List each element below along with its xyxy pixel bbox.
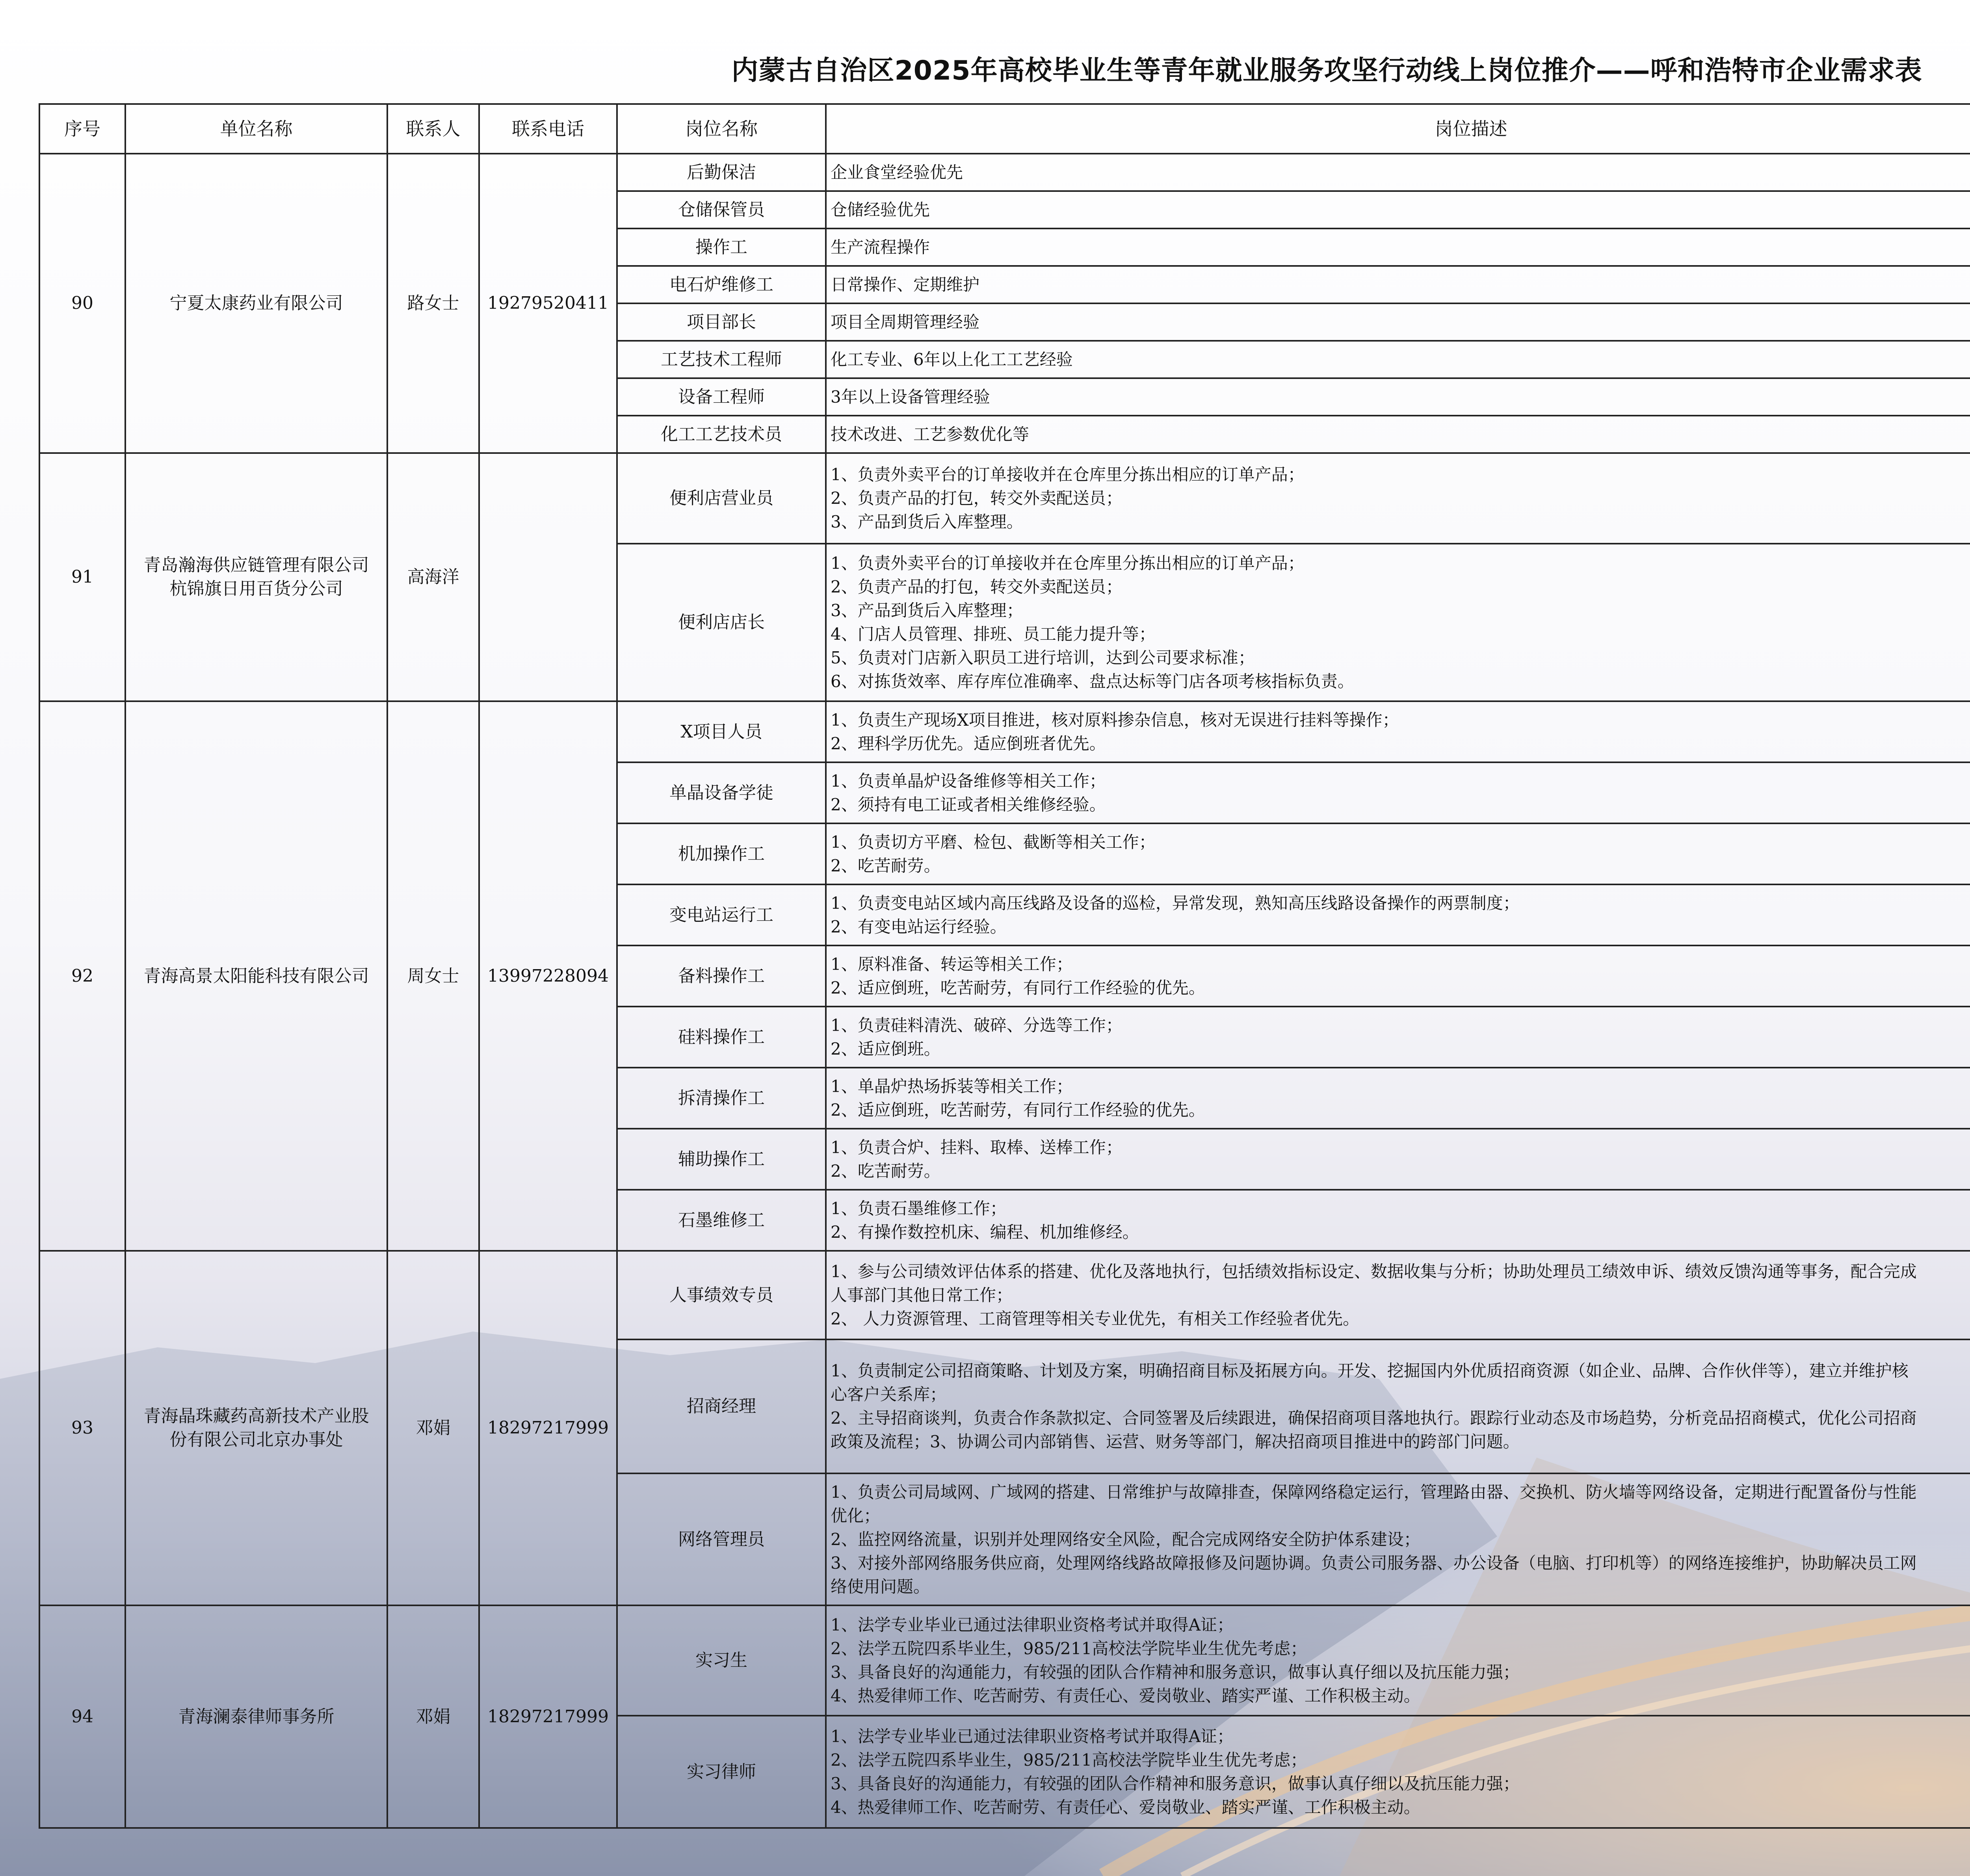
cell-position: 操作工 [617,228,826,266]
cell-description [826,544,1970,701]
cell-company [125,453,387,701]
description-line: 2、监控网络流量，识别并处理网络安全风险，配合完成网络安全防护体系建设； [831,1529,1420,1549]
cell-description [826,884,1970,945]
header-contact: 联系人 [387,104,479,154]
description-line: 3、对接外部网络服务供应商，处理网络线路故障报修及问题协调。负责公司服务器、办公设备（电脑、打印机等）的网络连接维护，协助解决员工网 [831,1553,1917,1573]
description-line: 技术改进、工艺参数优化等 [831,424,1030,444]
cell-company [125,1251,387,1605]
cell-position: 拆清操作工 [617,1068,826,1129]
cell-position: 网络管理员 [617,1473,826,1605]
description-line: 2、 人力资源管理、工商管理等相关专业优先，有相关工作经验者优先。 [831,1309,1360,1328]
cell-description [826,1605,1970,1716]
description-line: 4、门店人员管理、排班、员工能力提升等； [831,624,1156,644]
cell-description [826,266,1970,303]
description-line: 2、主导招商谈判，负责合作条款拟定、合同签署及后续跟进，确保招商项目落地执行。跟踪行业动态及市场趋势，分析竞品招商模式，优化公司招商 [831,1408,1917,1428]
cell-position: 设备工程师 [617,378,826,416]
description-line: 1、负责硅料清洗、破碎、分选等工作； [831,1015,1123,1035]
company-name-line: 青岛瀚海供应链管理有限公司 [143,555,369,575]
cell-seq: 92 [39,701,125,1251]
cell-seq: 94 [39,1605,125,1828]
cell-contact: 邓娟 [387,1605,479,1828]
cell-seq: 93 [39,1251,125,1605]
description-line: 2、吃苦耐劳。 [831,1161,940,1181]
description-line: 3、产品到货后入库整理。 [831,512,1023,531]
cell-position: 硅料操作工 [617,1007,826,1068]
header-description: 岗位描述 [826,104,1970,154]
page-title: 内蒙古自治区2025年高校毕业生等青年就业服务攻坚行动线上岗位推介——呼和浩特市企业需求表 [731,55,1922,86]
cell-seq: 90 [39,154,125,453]
cell-position: 项目部长 [617,303,826,341]
description-line: 优化； [831,1506,881,1525]
description-line: 项目全周期管理经验 [831,312,980,332]
cell-phone: 18297217999 [479,1605,617,1828]
description-line: 仓储经验优先 [831,200,930,219]
cell-description [826,303,1970,341]
description-line: 1、负责公司局域网、广域网的搭建、日常维护与故障排查，保障网络稳定运行，管理路由器、交换机、防火墙等网络设备，定期进行配置备份与性能 [831,1482,1917,1502]
cell-position: 单晶设备学徒 [617,762,826,823]
table-row [39,1251,1970,1339]
cell-description [826,1068,1970,1129]
description-line: 2、法学五院四系毕业生，985/211高校法学院毕业生优先考虑； [831,1639,1307,1658]
cell-position: 机加操作工 [617,823,826,884]
description-line: 6、对拣货效率、库存库位准确率、盘点达标等门店各项考核指标负责。 [831,672,1354,691]
description-line: 1、负责外卖平台的订单接收并在仓库里分拣出相应的订单产品； [831,465,1305,484]
cell-seq: 91 [39,453,125,701]
header-row [39,104,1970,154]
cell-contact: 邓娟 [387,1251,479,1605]
cell-description [826,154,1970,191]
description-line: 1、负责变电站区域内高压线路及设备的巡检，异常发现，熟知高压线路设备操作的两票制度； [831,893,1520,913]
description-line: 1、参与公司绩效评估体系的搭建、优化及落地执行，包括绩效指标设定、数据收集与分析；协助处理员工绩效申诉、绩效反馈沟通等事务，配合完成 [831,1261,1917,1281]
company-name-line: 青海澜泰律师事务所 [178,1706,335,1727]
cell-phone: 13997228094 [479,701,617,1251]
header-phone: 联系电话 [479,104,617,154]
description-line: 1、法学专业毕业已通过法律职业资格考试并取得A证； [831,1615,1234,1635]
cell-position: 石墨维修工 [617,1190,826,1251]
description-line: 络使用问题。 [831,1577,930,1596]
table-body [39,154,1970,1828]
cell-position: 化工工艺技术员 [617,416,826,453]
company-name-line: 份有限公司北京办事处 [169,1430,343,1450]
cell-position: 备料操作工 [617,945,826,1007]
cell-description [826,453,1970,544]
cell-description [826,1007,1970,1068]
cell-description [826,228,1970,266]
description-line: 1、负责外卖平台的订单接收并在仓库里分拣出相应的订单产品； [831,554,1305,573]
cell-description [826,1251,1970,1339]
cell-description [826,378,1970,416]
company-name-line: 青海晶珠藏药高新技术产业股 [143,1406,369,1426]
company-name-line: 宁夏太康药业有限公司 [169,293,343,313]
description-line: 1、负责合炉、挂料、取棒、送棒工作； [831,1137,1123,1157]
description-line: 1、单晶炉热场拆装等相关工作； [831,1076,1073,1096]
cell-company [125,701,387,1251]
cell-phone: 19279520411 [479,154,617,453]
description-line: 1、负责石墨维修工作； [831,1198,1007,1218]
description-line: 化工专业、6年以上化工工艺经验 [831,349,1073,369]
description-line: 1、法学专业毕业已通过法律职业资格考试并取得A证； [831,1726,1234,1746]
cell-description [826,1716,1970,1828]
header-seq: 序号 [39,104,125,154]
table-row [39,453,1970,544]
cell-description [826,1339,1970,1473]
header-position: 岗位名称 [617,104,826,154]
description-line: 3年以上设备管理经验 [831,387,990,407]
cell-position: 实习生 [617,1605,826,1716]
cell-description [826,823,1970,884]
cell-phone [479,453,617,701]
description-line: 3、具备良好的沟通能力，有较强的团队合作精神和服务意识，做事认真仔细以及抗压能力强； [831,1662,1520,1682]
description-line: 3、产品到货后入库整理； [831,601,1023,620]
description-line: 日常操作、定期维护 [831,275,980,294]
description-line: 2、吃苦耐劳。 [831,856,940,875]
cell-position: 后勤保洁 [617,154,826,191]
description-line: 1、原料准备、转运等相关工作； [831,954,1073,974]
description-line: 生产流程操作 [831,237,930,257]
description-line: 政策及流程；3、协调公司内部销售、运营、财务等部门，解决招商项目推进中的跨部门问题。 [831,1432,1520,1451]
description-line: 2、负责产品的打包，转交外卖配送员； [831,577,1123,596]
cell-position: 实习律师 [617,1716,826,1828]
cell-contact: 路女士 [387,154,479,453]
description-line: 2、适应倒班。 [831,1039,940,1059]
cell-description [826,1190,1970,1251]
cell-company [125,1605,387,1828]
cell-description [826,762,1970,823]
description-line: 2、理科学历优先。适应倒班者优先。 [831,734,1106,753]
cell-position: 招商经理 [617,1339,826,1473]
cell-position: X项目人员 [617,701,826,762]
description-line: 2、法学五院四系毕业生，985/211高校法学院毕业生优先考虑； [831,1750,1307,1770]
cell-description [826,191,1970,228]
description-line: 5、负责对门店新入职员工进行培训，达到公司要求标准； [831,648,1255,667]
description-line: 2、负责产品的打包，转交外卖配送员； [831,489,1123,508]
cell-position: 变电站运行工 [617,884,826,945]
cell-position: 便利店营业员 [617,453,826,544]
table-row [39,701,1970,762]
table-row [39,1605,1970,1716]
cell-position: 便利店店长 [617,544,826,701]
cell-description [826,945,1970,1007]
cell-description [826,1473,1970,1605]
description-line: 2、须持有电工证或者相关维修经验。 [831,795,1106,814]
description-line: 心客户关系库； [831,1385,947,1404]
company-name-line: 杭锦旗日用百货分公司 [169,579,343,599]
description-line: 企业食堂经验优先 [831,162,963,182]
description-line: 2、有变电站运行经验。 [831,917,1007,936]
cell-company [125,154,387,453]
description-line: 1、负责单晶炉设备维修等相关工作； [831,771,1106,791]
cell-phone: 18297217999 [479,1251,617,1605]
cell-contact: 高海洋 [387,453,479,701]
description-line: 2、有操作数控机床、编程、机加维修经。 [831,1222,1139,1242]
description-line: 2、适应倒班，吃苦耐劳，有同行工作经验的优先。 [831,978,1205,997]
table-row [39,154,1970,191]
cell-description [826,416,1970,453]
cell-contact: 周女士 [387,701,479,1251]
requirements-table [39,103,1970,1829]
cell-position: 辅助操作工 [617,1129,826,1190]
description-line: 4、热爱律师工作、吃苦耐劳、有责任心、爱岗敬业、踏实严谨、工作积极主动。 [831,1686,1420,1705]
description-line: 2、适应倒班，吃苦耐劳，有同行工作经验的优先。 [831,1100,1205,1120]
cell-description [826,341,1970,378]
header-company: 单位名称 [125,104,387,154]
cell-position: 人事绩效专员 [617,1251,826,1339]
description-line: 人事部门其他日常工作； [831,1285,1013,1305]
description-line: 1、负责制定公司招商策略、计划及方案，明确招商目标及拓展方向。开发、挖掘国内外优质招商资源（如企业、品牌、合作伙伴等），建立并维护核 [831,1361,1909,1380]
cell-position: 电石炉维修工 [617,266,826,303]
cell-position: 仓储保管员 [617,191,826,228]
description-line: 1、负责切方平磨、检包、截断等相关工作； [831,832,1156,852]
cell-description [826,701,1970,762]
description-line: 4、热爱律师工作、吃苦耐劳、有责任心、爱岗敬业、踏实严谨、工作积极主动。 [831,1797,1420,1817]
company-name-line: 青海高景太阳能科技有限公司 [143,966,369,986]
cell-position: 工艺技术工程师 [617,341,826,378]
cell-description [826,1129,1970,1190]
description-line: 3、具备良好的沟通能力，有较强的团队合作精神和服务意识，做事认真仔细以及抗压能力强； [831,1774,1520,1793]
description-line: 1、负责生产现场X项目推进，核对原料掺杂信息，核对无误进行挂料等操作； [831,710,1399,730]
